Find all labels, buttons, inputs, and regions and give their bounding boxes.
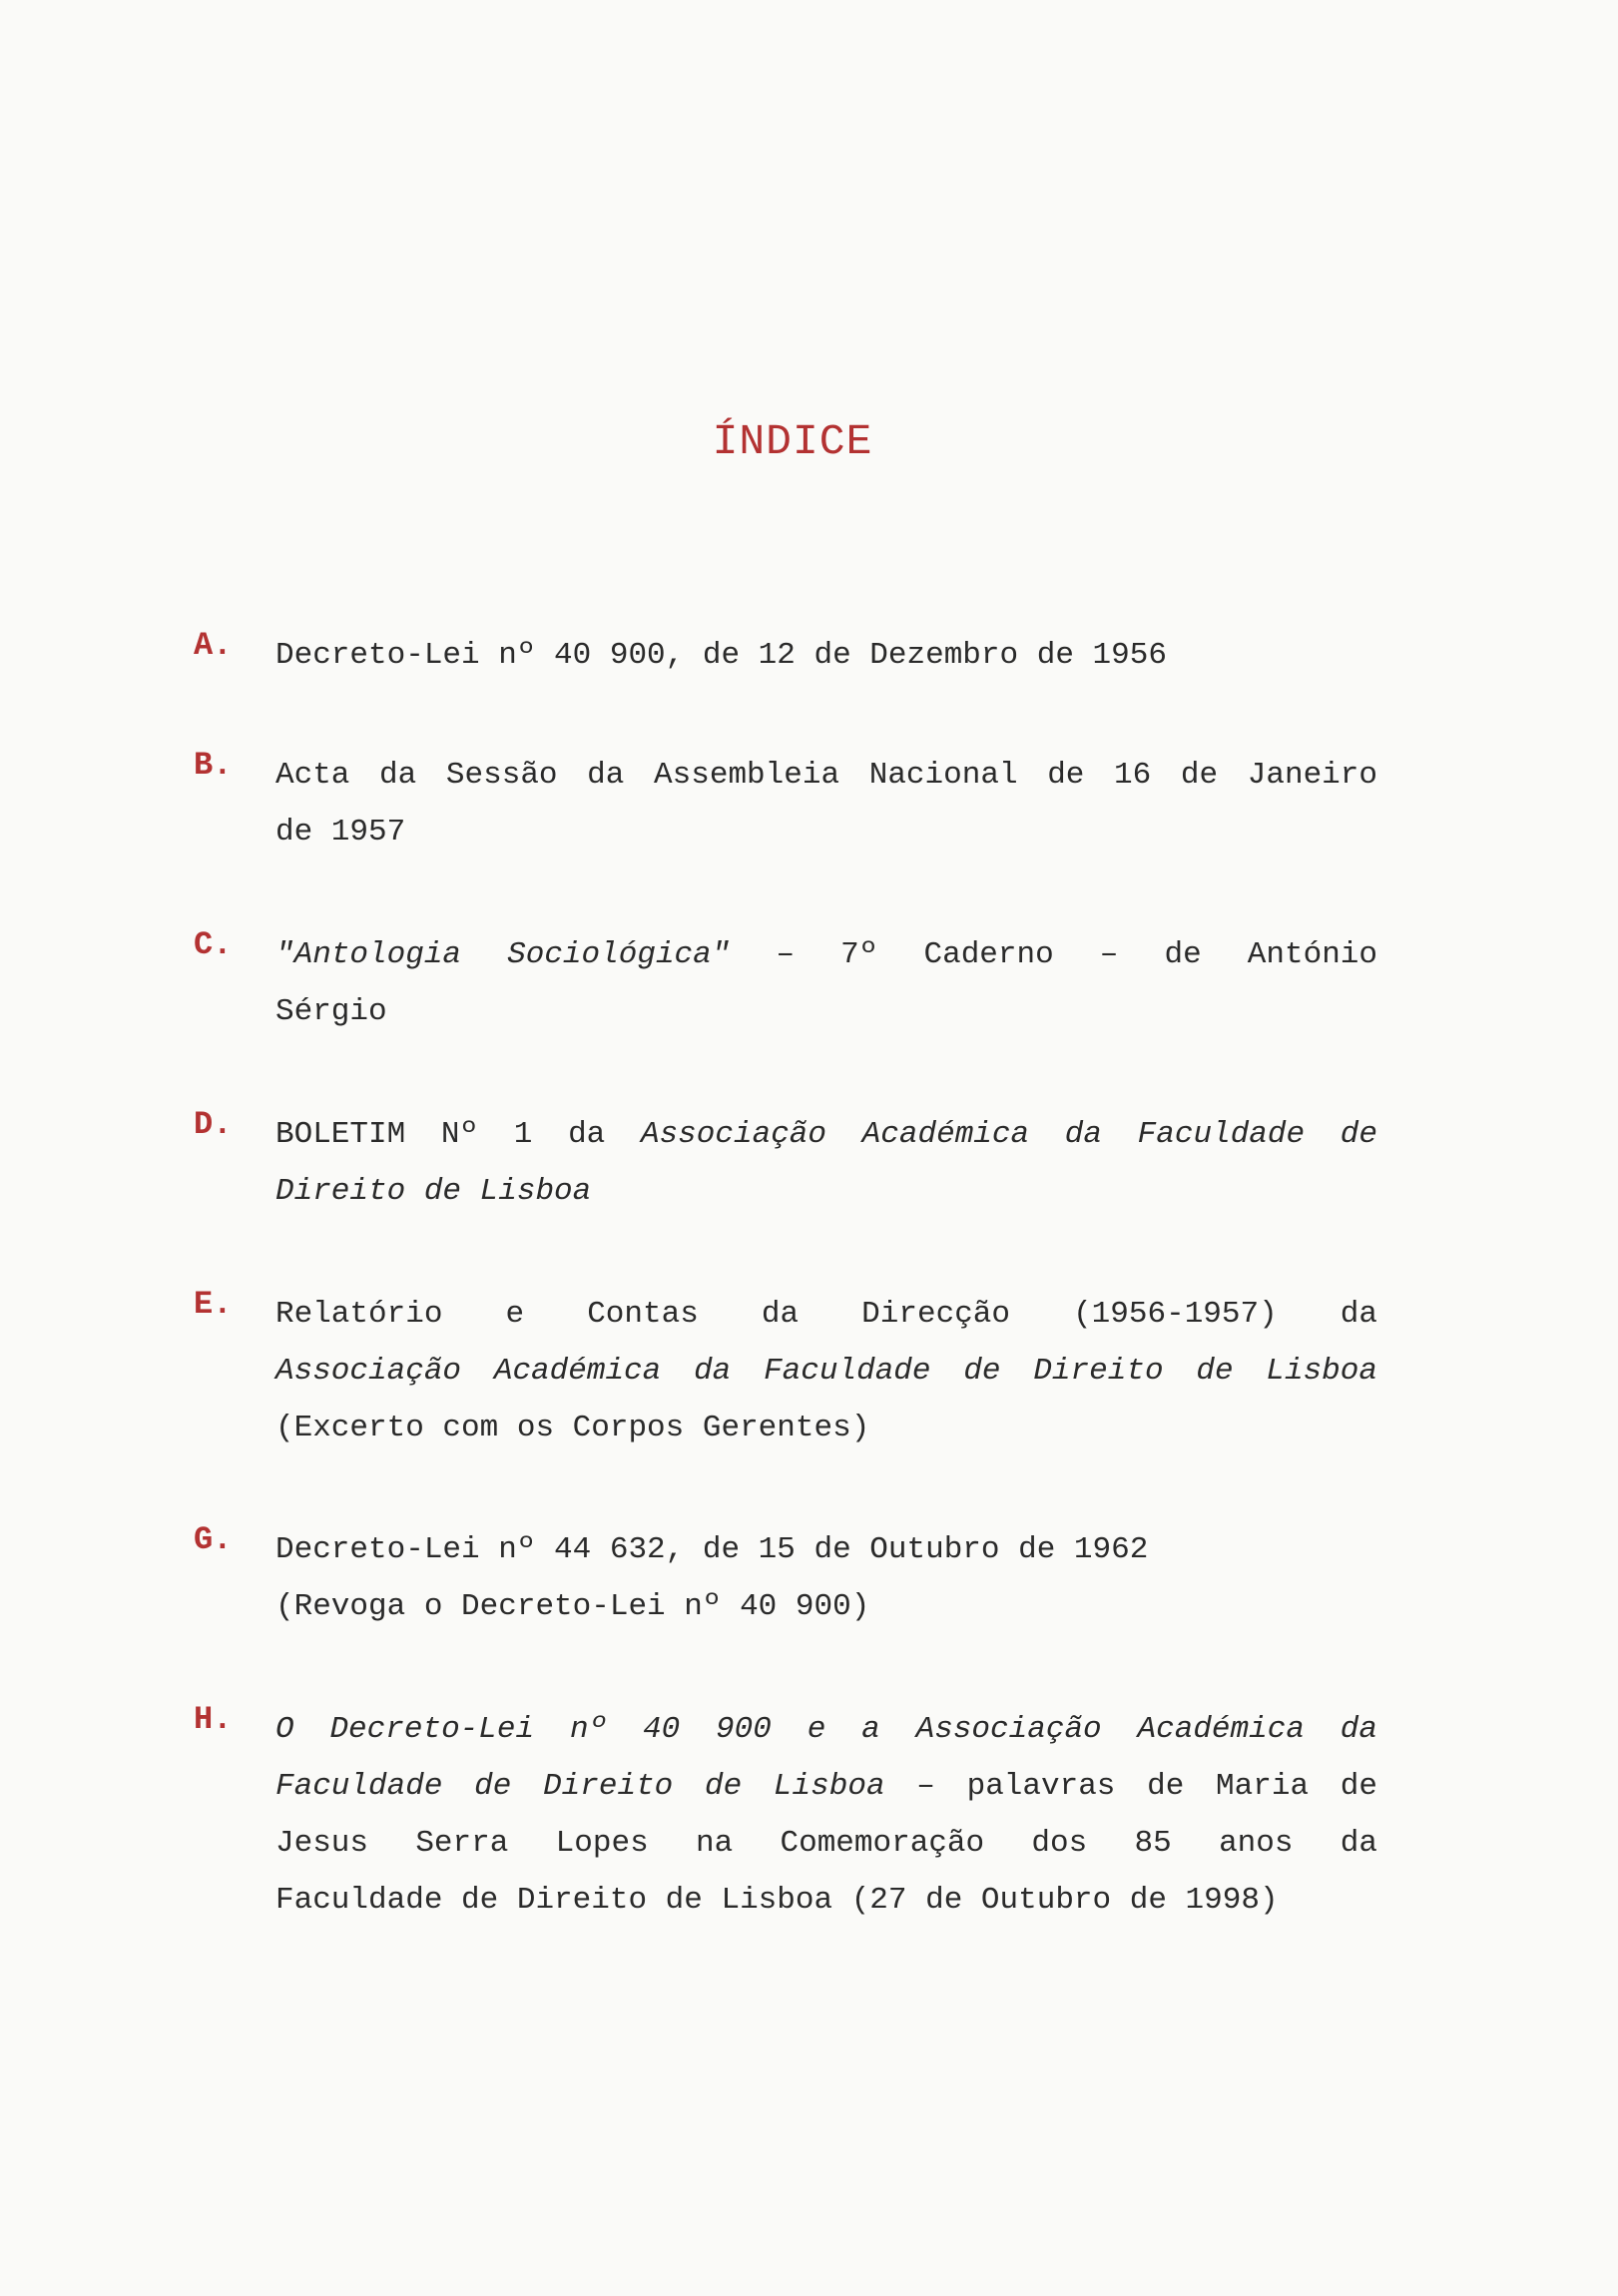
entry-prefix: BOLETIM Nº 1 da xyxy=(275,1117,606,1152)
entry-line: Acta da Sessão da Assembleia Nacional de 16 de Janeiro xyxy=(275,758,1377,793)
entry-line: de 1957 xyxy=(275,815,406,850)
index-entry-c xyxy=(194,926,1377,1040)
page-title: ÍNDICE xyxy=(712,417,873,466)
entry-line xyxy=(275,926,1377,983)
entry-line-rest: – palavras de Maria de xyxy=(916,1769,1377,1804)
entry-text xyxy=(275,1701,1377,1929)
index-entry-g xyxy=(194,1521,1377,1635)
entry-line: (Revoga o Decreto-Lei nº 40 900) xyxy=(275,1589,870,1624)
entry-line: Sérgio xyxy=(275,994,387,1029)
entry-text xyxy=(275,1286,1377,1456)
entry-letter: G. xyxy=(194,1521,233,1558)
entry-text xyxy=(275,1106,1377,1220)
index-entry-d xyxy=(194,1106,1377,1220)
entry-line xyxy=(275,1758,1377,1815)
entry-line: Relatório e Contas da Direcção (1956-1957) da xyxy=(275,1297,1377,1332)
entry-line: O Decreto-Lei nº 40 900 e a Associação Académica da xyxy=(275,1712,1377,1747)
entry-line: Decreto-Lei nº 40 900, de 12 de Dezembro de 1956 xyxy=(275,638,1167,673)
entry-letter: C. xyxy=(194,926,233,963)
entry-letter: H. xyxy=(194,1701,233,1738)
entry-line-rest: – 7º Caderno – de António xyxy=(776,937,1378,972)
entry-line: Associação Académica da Faculdade de Direito de Lisboa xyxy=(275,1354,1377,1389)
entry-line: (Excerto com os Corpos Gerentes) xyxy=(275,1411,870,1445)
entry-letter: B. xyxy=(194,747,233,784)
entry-letter: A. xyxy=(194,627,233,664)
institution-name: Faculdade de Direito de Lisboa xyxy=(275,1769,885,1804)
entry-text xyxy=(275,747,1377,861)
entry-letter: D. xyxy=(194,1106,233,1143)
work-title: "Antologia Sociológica" xyxy=(275,937,731,972)
entry-text xyxy=(275,627,1377,684)
entry-line: Decreto-Lei nº 44 632, de 15 de Outubro de 1962 xyxy=(275,1532,1149,1567)
entry-line: Faculdade de Direito de Lisboa (27 de Outubro de 1998) xyxy=(275,1883,1279,1918)
entry-letter: E. xyxy=(194,1286,233,1323)
entry-text xyxy=(275,1521,1377,1635)
index-entry-h xyxy=(194,1701,1377,1929)
entry-line: Jesus Serra Lopes na Comemoração dos 85 anos da xyxy=(275,1826,1377,1861)
index-entry-a xyxy=(194,627,1377,684)
entry-line: Direito de Lisboa xyxy=(275,1174,592,1209)
entry-line xyxy=(275,1106,1377,1163)
institution-name: Associação Académica da Faculdade de xyxy=(640,1117,1377,1152)
index-entry-b xyxy=(194,747,1377,861)
entry-text xyxy=(275,926,1377,1040)
index-entry-e xyxy=(194,1286,1377,1456)
